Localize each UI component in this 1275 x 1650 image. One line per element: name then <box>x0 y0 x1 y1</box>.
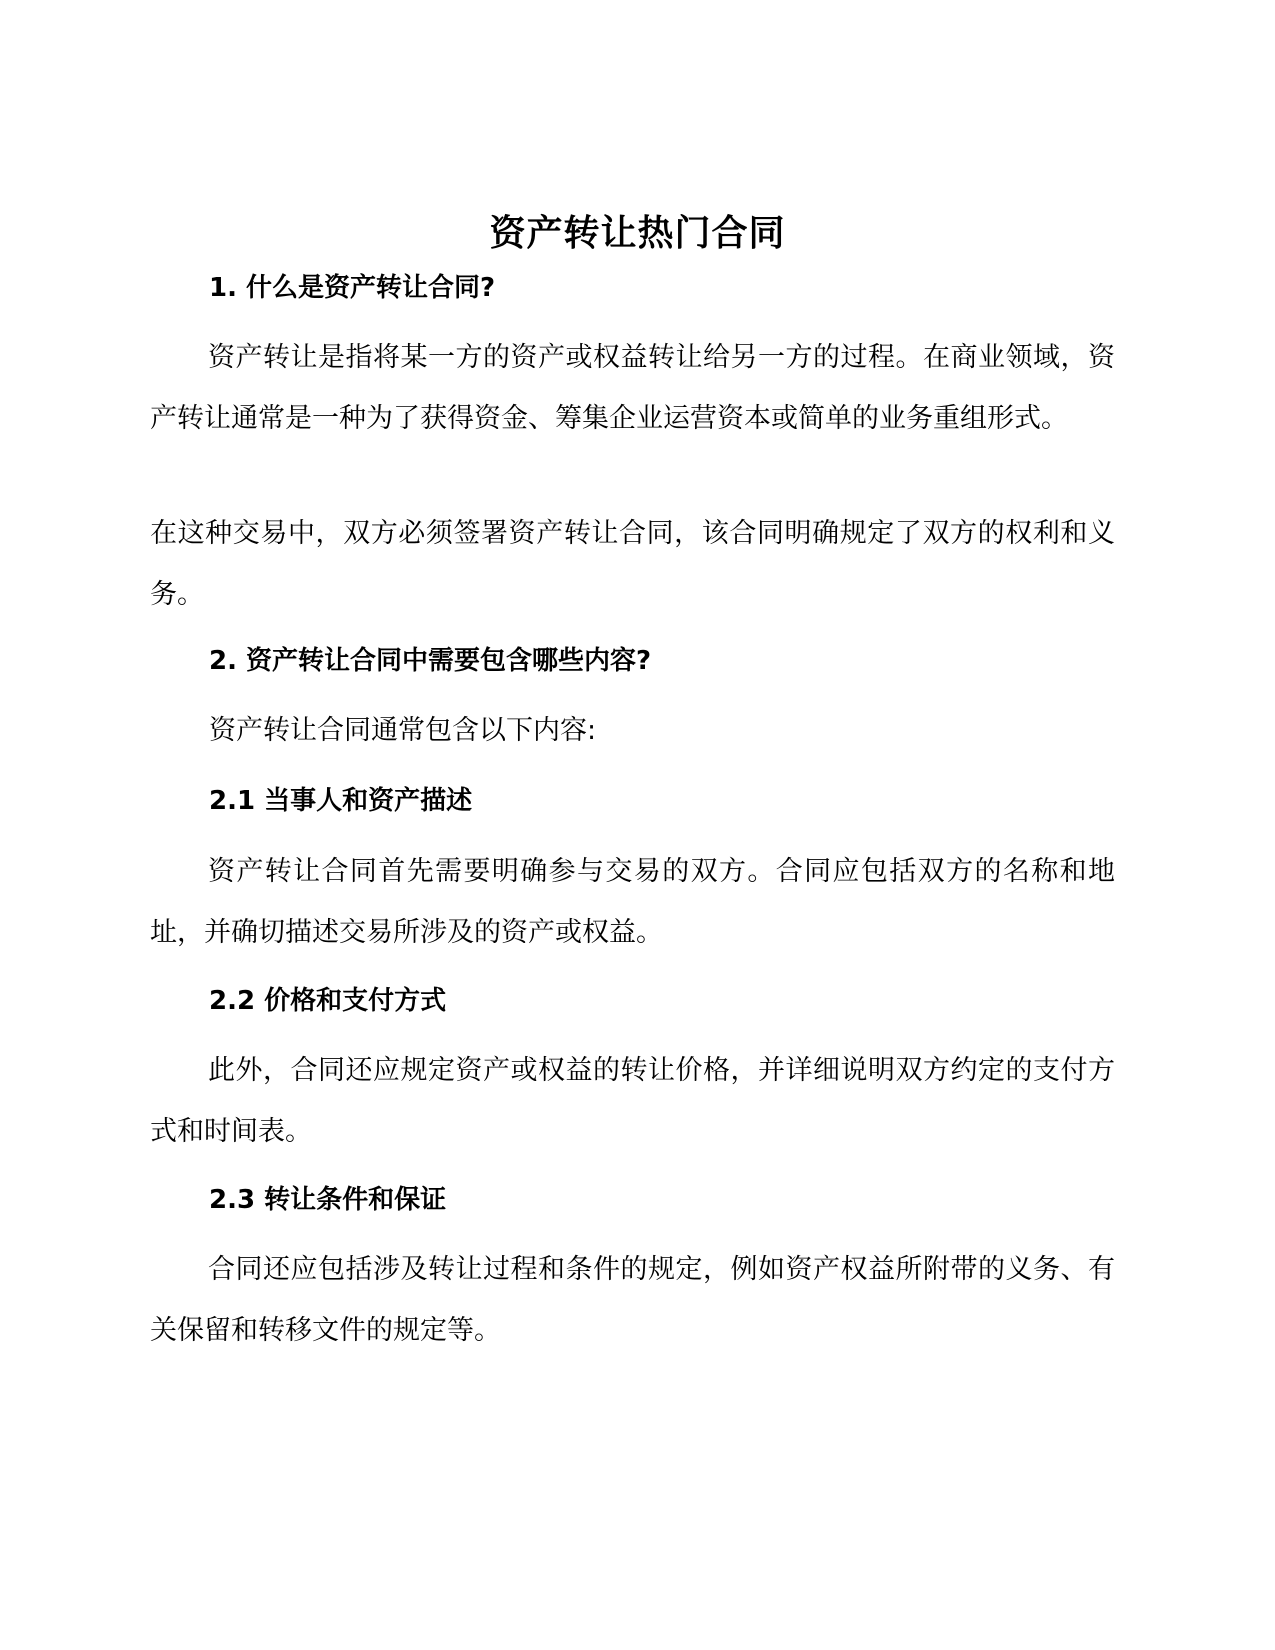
section-2-1-paragraph: 资产转让合同首先需要明确参与交易的双方。合同应包括双方的名称和地址，并确切描述交易所涉及的资产或权益。 <box>150 856 1115 948</box>
section-2-2-heading: 2.2 价格和支付方式 <box>209 986 447 1016</box>
document-title: 资产转让热门合同 <box>489 213 786 254</box>
section-2-3-paragraph: 合同还应包括涉及转让过程和条件的规定，例如资产权益所附带的义务、有关保留和转移文件的规定等。 <box>150 1254 1115 1346</box>
section-1-heading: 1. 什么是资产转让合同? <box>209 273 496 303</box>
section-2-heading: 2. 资产转让合同中需要包含哪些内容? <box>209 646 652 676</box>
section-1-paragraph-1: 资产转让是指将某一方的资产或权益转让给另一方的过程。在商业领域，资产转让通常是一种为了获得资金、筹集企业运营资本或简单的业务重组形式。 <box>150 342 1115 434</box>
section-2-3-heading: 2.3 转让条件和保证 <box>209 1185 447 1215</box>
section-2-1-heading: 2.1 当事人和资产描述 <box>209 786 473 816</box>
section-2-2-paragraph: 此外，合同还应规定资产或权益的转让价格，并详细说明双方约定的支付方式和时间表。 <box>150 1055 1115 1147</box>
section-1-paragraph-2: 在这种交易中，双方必须签署资产转让合同，该合同明确规定了双方的权利和义务。 <box>150 518 1115 610</box>
section-2-intro: 资产转让合同通常包含以下内容: <box>209 715 597 746</box>
